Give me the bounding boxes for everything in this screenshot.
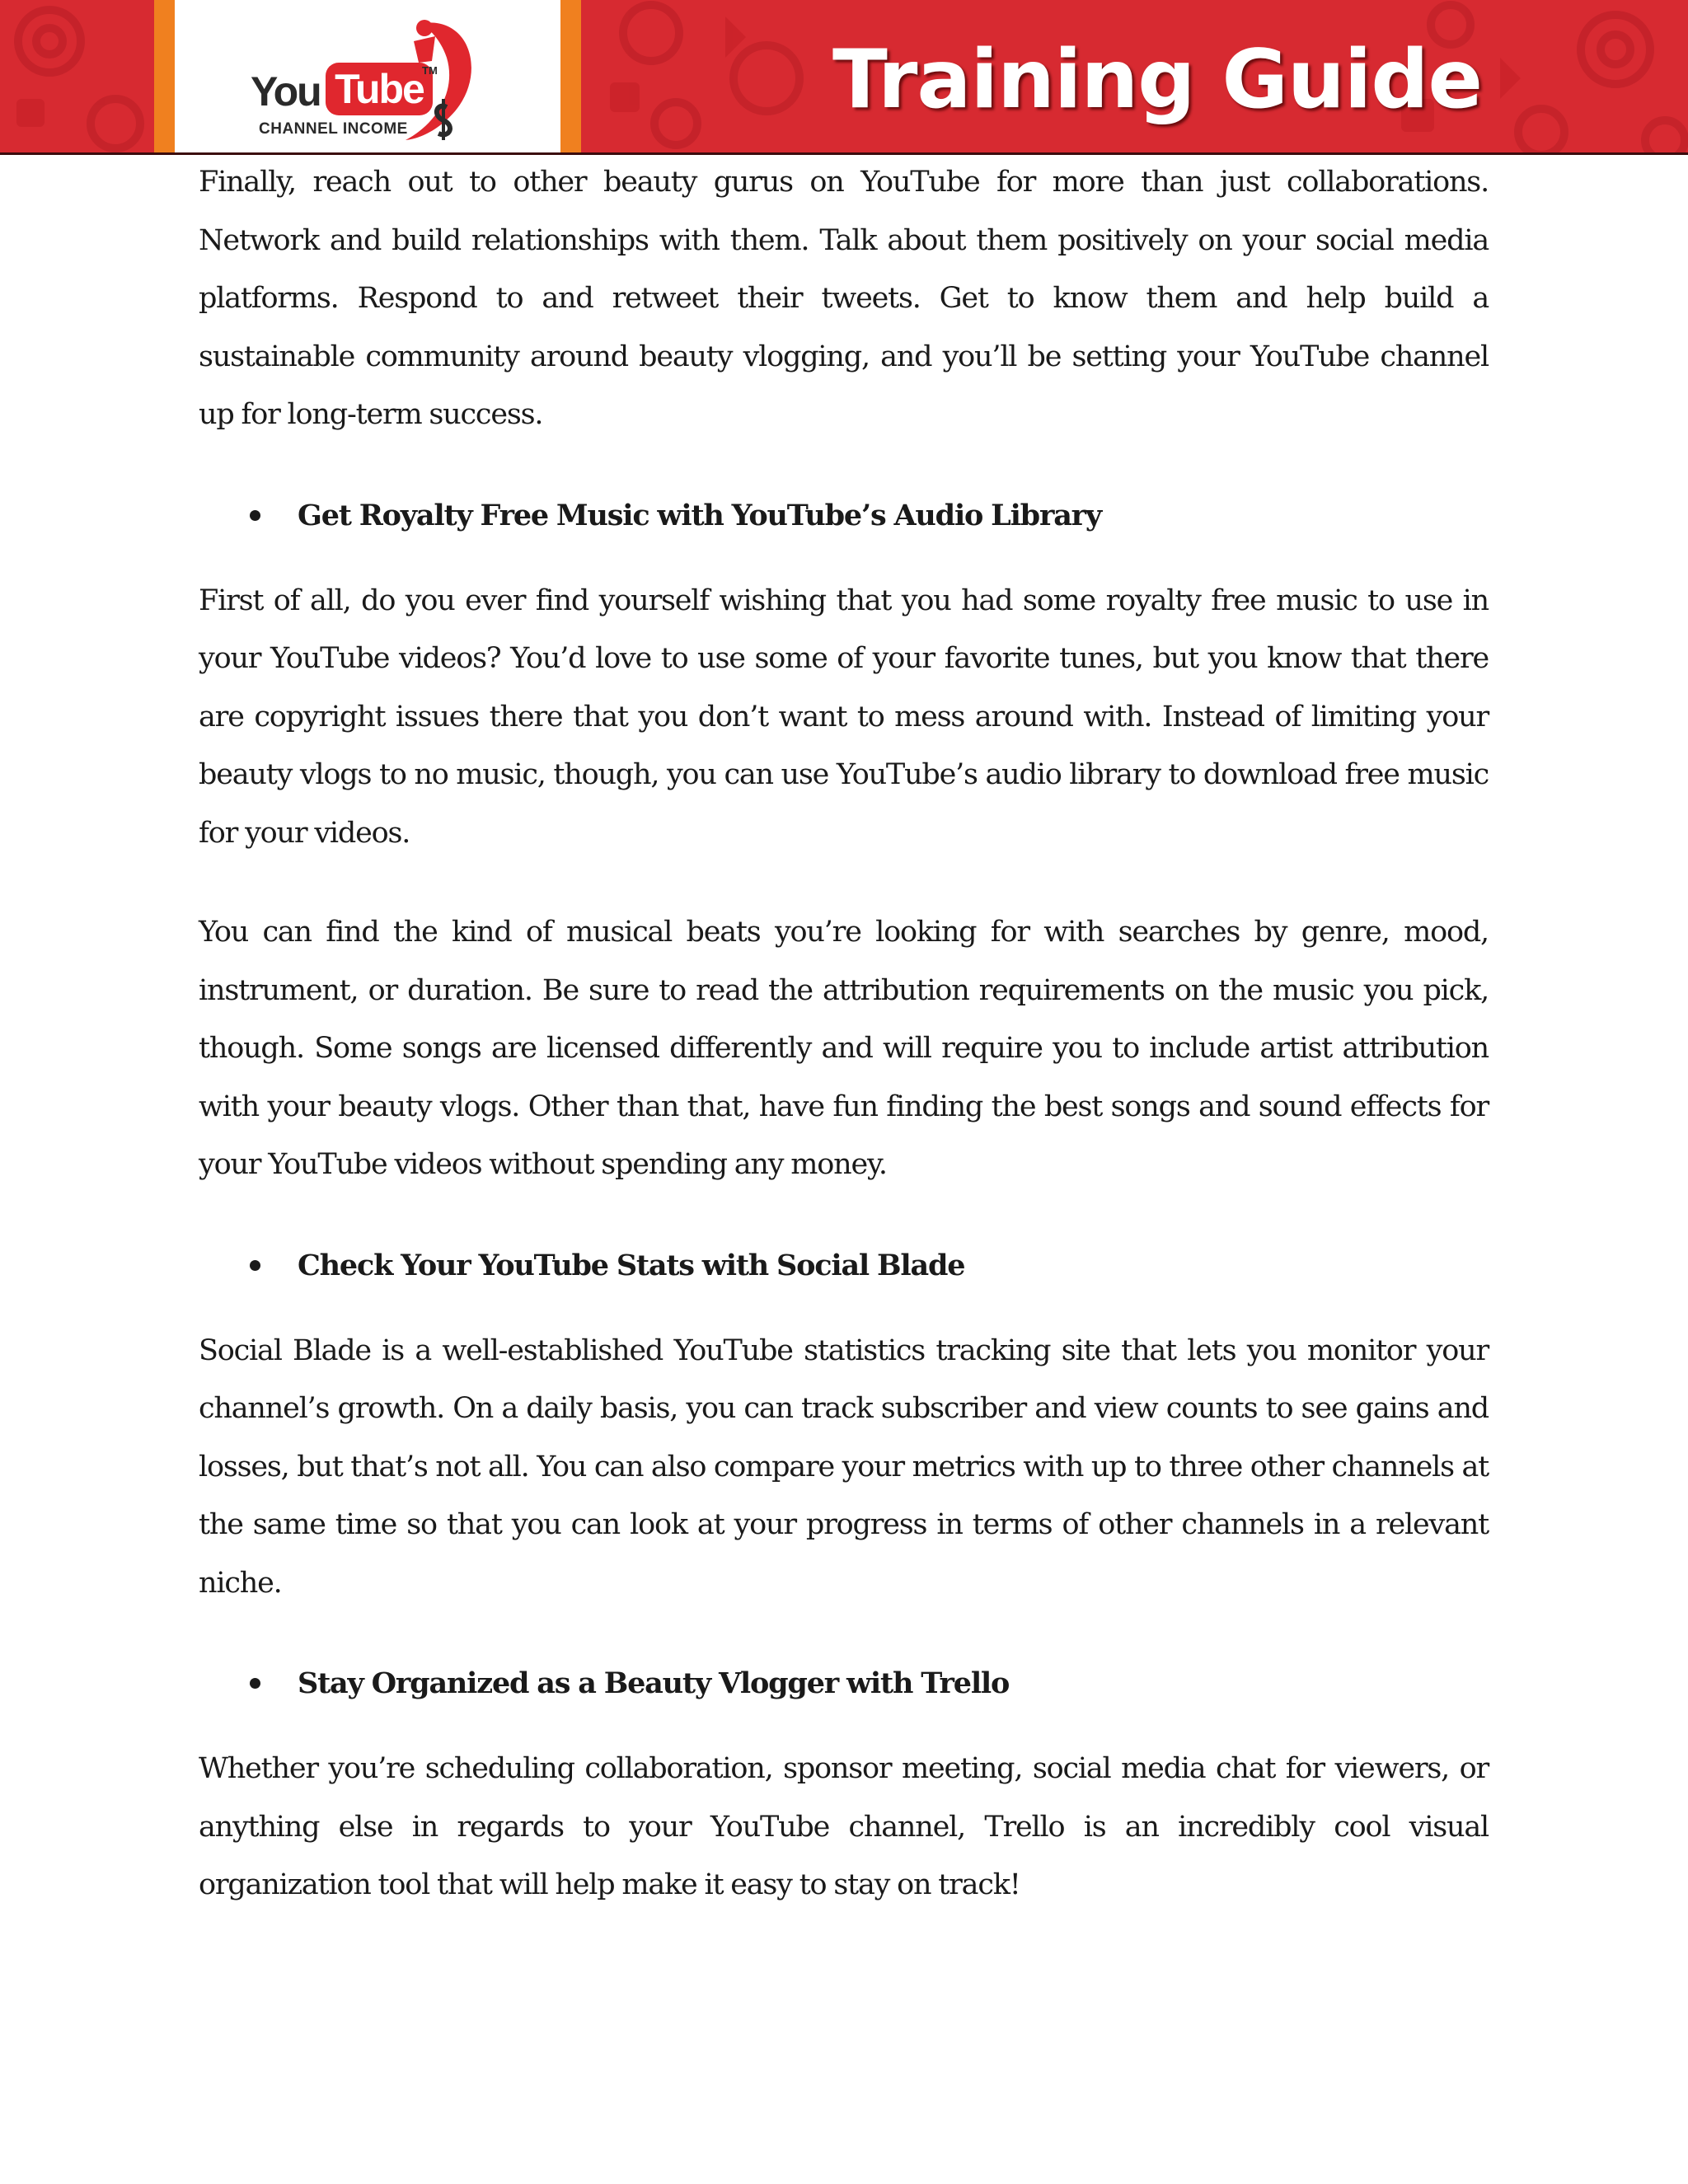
header-banner	[0, 0, 1688, 155]
bullet-icon	[250, 1678, 260, 1689]
logo-stripe-left	[154, 0, 175, 152]
section-heading-text: Get Royalty Free Music with YouTube’s Audio Library	[298, 498, 1102, 532]
section-heading-audio-library	[199, 487, 1489, 545]
section-heading-social-blade	[199, 1237, 1489, 1295]
logo-stripe-right	[560, 0, 581, 152]
bullet-icon	[250, 1260, 260, 1271]
logo-subtitle: CHANNEL INCOME	[259, 120, 408, 138]
page-title: Training Guide	[832, 33, 1482, 127]
paragraph: Whether you’re scheduling collaboration, sponsor meeting, social media chat for viewers, or anything else in regards to your YouTube channel, Trello is an incredibly cool visual organization tool that will help make it easy to stay on track!	[199, 1752, 1489, 1901]
logo-you-text: You	[251, 68, 321, 115]
logo-trademark: TM	[422, 64, 438, 77]
document-body	[199, 153, 1489, 1915]
logo-tube-text: Tube	[326, 63, 433, 115]
section-heading-text: Check Your YouTube Stats with Social Blade	[298, 1248, 965, 1282]
section-heading-text: Stay Organized as a Beauty Vlogger with Trello	[298, 1666, 1010, 1700]
paragraph: Social Blade is a well-established YouTube statistics tracking site that lets you monitor your channel’s growth. On a daily basis, you can track subscriber and view counts to see gains and losses, but that’s not all. You can also compare your metrics with up to three other channels at the same time so that you can look at your progress in terms of other channels in a relevant niche.	[199, 1333, 1489, 1600]
intro-paragraph: Finally, reach out to other beauty gurus on YouTube for more than just collaborations. Network and build relationships with them. Talk about them positively on your social media platforms. Respond to and retweet their tweets. Get to know them and help build a sustainable community around beauty vlogging, and you’ll be setting your YouTube channel up for long-term success.	[199, 166, 1489, 431]
section-heading-trello	[199, 1655, 1489, 1713]
youtube-channel-income-logo	[175, 0, 560, 152]
paragraph: First of all, do you ever find yourself wishing that you had some royalty free music to use in your YouTube videos? You’d love to use some of your favorite tunes, but you know that there are copyright issues there that you don’t want to mess around with. Instead of limiting your beauty vlogs to no music, though, you can use YouTube’s audio library to download free music for your videos.	[199, 583, 1489, 850]
bullet-icon	[250, 510, 260, 521]
paragraph: You can find the kind of musical beats you’re looking for with searches by genre, mood, instrument, or duration. Be sure to read the attribution requirements on the music you pick, though. Some songs are licensed differently and will require you to include artist attribution with your beauty vlogs. Other than that, have fun finding the best songs and sound effects for your YouTube videos without spending any money.	[199, 916, 1489, 1181]
